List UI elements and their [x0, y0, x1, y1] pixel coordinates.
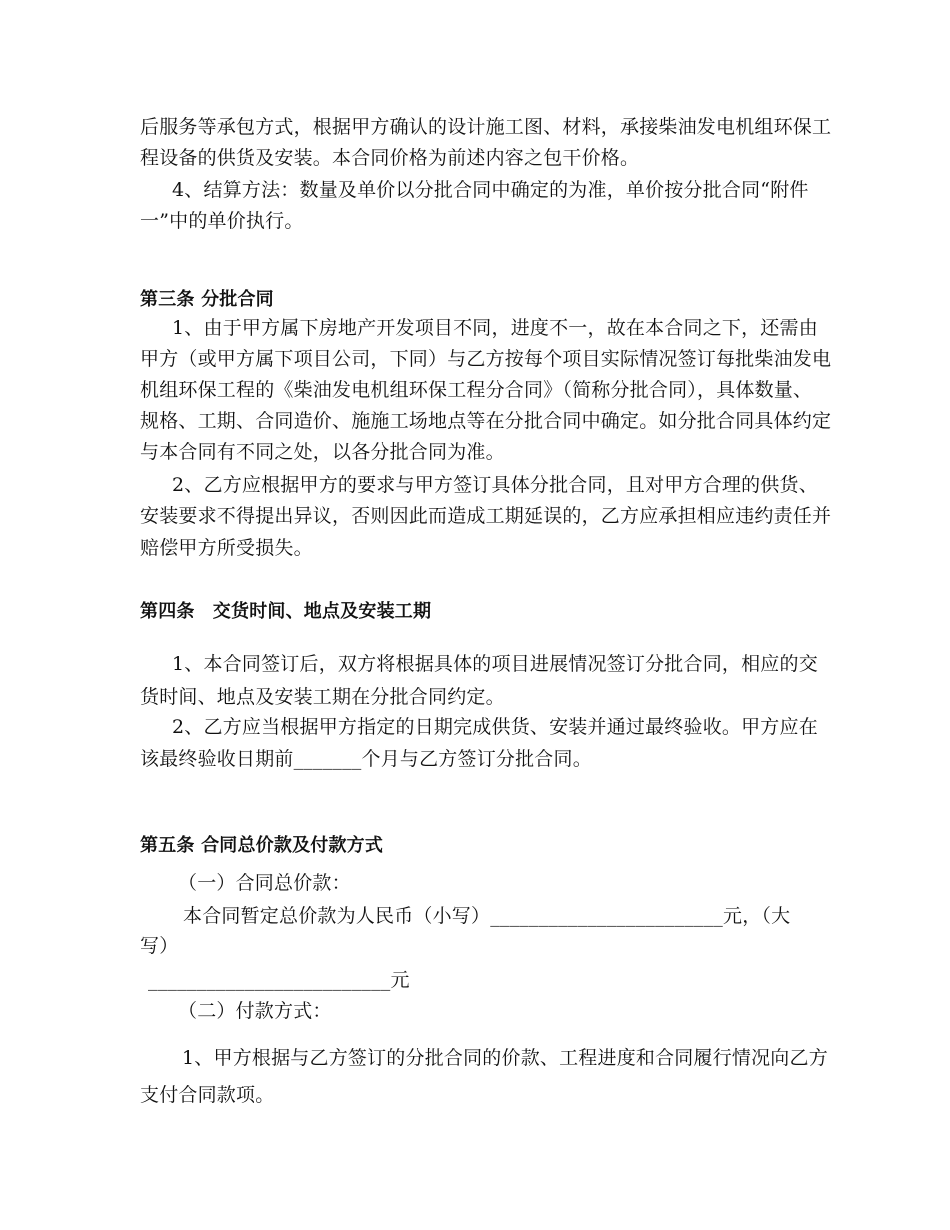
total-price-line: _________________________元 — [148, 969, 410, 991]
article-3-item-1-line: 机组环保工程的《柴油发电机组环保工程分合同》（简称分批合同），具体数量、 — [140, 379, 813, 401]
article-3-item-1-line: 规格、工期、合同造价、施施工场地点等在分批合同中确定。如分批合同具体约定 — [140, 410, 832, 432]
article-5-heading: 第五条 合同总价款及付款方式 — [140, 835, 384, 856]
paragraph-line: 后服务等承包方式，根据甲方确认的设计施工图、材料，承接柴油发电机组环保工 — [140, 116, 832, 138]
article-3-item-1-line: 1、由于甲方属下房地产开发项目不同，进度不一，故在本合同之下，还需由 — [172, 317, 818, 339]
total-price-line: 写） — [140, 935, 179, 957]
article-3-item-2-line: 2、乙方应根据甲方的要求与甲方签订具体分批合同，且对甲方合理的供货、 — [172, 474, 818, 496]
article-4-item-2-line: 2、乙方应当根据甲方指定的日期完成供货、安装并通过最终验收。甲方应在 — [172, 716, 818, 738]
payment-item-1-line: 1、甲方根据与乙方签订的分批合同的价款、工程进度和合同履行情况向乙方 — [182, 1047, 828, 1069]
article-4-item-1-line: 1、本合同签订后，双方将根据具体的项目进展情况签订分批合同，相应的交 — [172, 653, 818, 675]
article-3-item-2-line: 安装要求不得提出异议，否则因此而造成工期延误的，乙方应承担相应违约责任并 — [140, 505, 832, 527]
article-4-item-1-line: 货时间、地点及安装工期在分批合同约定。 — [140, 686, 505, 708]
settlement-clause-line: 4、结算方法：数量及单价以分批合同中确定的为准，单价按分批合同“附件 — [172, 179, 809, 201]
paragraph-line: 程设备的供货及安装。本合同价格为前述内容之包干价格。 — [140, 147, 640, 169]
article-3-item-1-line: 与本合同有不同之处，以各分批合同为准。 — [140, 441, 505, 463]
article-3-item-2-line: 赔偿甲方所受损失。 — [140, 537, 313, 559]
payment-item-1-line: 支付合同款项。 — [140, 1084, 275, 1106]
article-3-item-1-line: 甲方（或甲方属下项目公司，下同）与乙方按每个项目实际情况签订每批柴油发电 — [140, 348, 832, 370]
subsection-total-price-title: （一）合同总价款： — [178, 872, 351, 894]
article-3-heading: 第三条 分批合同 — [140, 289, 274, 310]
total-price-line: 本合同暂定总价款为人民币（小写）________________________元，（大 — [183, 905, 791, 927]
settlement-clause-line: 一”中的单价执行。 — [140, 210, 304, 232]
article-4-item-2-line: 该最终验收日期前_______个月与乙方签订分批合同。 — [140, 748, 592, 770]
subsection-payment-title: （二）付款方式： — [178, 1000, 332, 1022]
article-4-heading: 第四条 交货时间、地点及安装工期 — [140, 601, 432, 622]
